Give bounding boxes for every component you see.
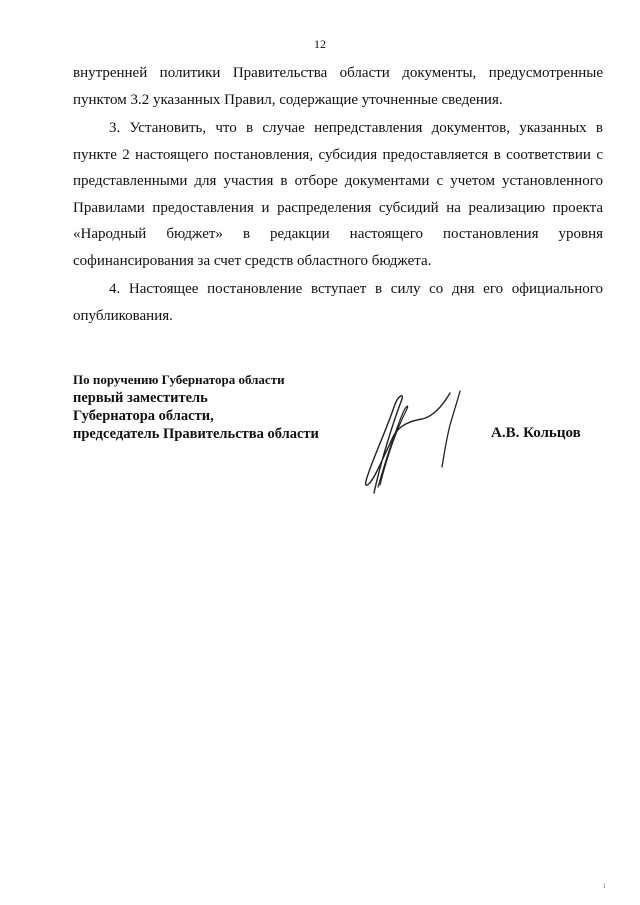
signature-line-3: Губернатора области,	[73, 408, 214, 424]
signature-line-1: По поручению Губернатора области	[73, 372, 285, 387]
corner-mark: ı	[603, 880, 606, 890]
signature-block	[73, 371, 319, 443]
paragraph-4: 4. Настоящее постановление вступает в силу со дня его официального опубликования.	[73, 281, 603, 324]
signature-line-4: председатель Правительства области	[73, 426, 319, 442]
paragraph-3: 3. Установить, что в случае непредставления документов, указанных в пункте 2 настоящего постановления, субсидия предоставляется в соответствии с представленными для участия в отборе документами с учетом установленного Правилами предоставления и распределения субсидий на реализацию проекта «Народный бюджет» в редакции настоящего постановления уровня софинансирования за счет средств областного бюджета.	[73, 120, 603, 269]
signature-line-2: первый заместитель	[73, 390, 208, 406]
page-number: 12	[314, 37, 326, 51]
document-body	[73, 60, 603, 331]
paragraph-continuation: внутренней политики Правительства области документы, предусмотренные пунктом 3.2 указанных Правил, содержащие уточненные сведения.	[73, 65, 603, 108]
handwritten-signature	[350, 385, 480, 495]
signer-name: А.В. Кольцов	[491, 425, 581, 441]
